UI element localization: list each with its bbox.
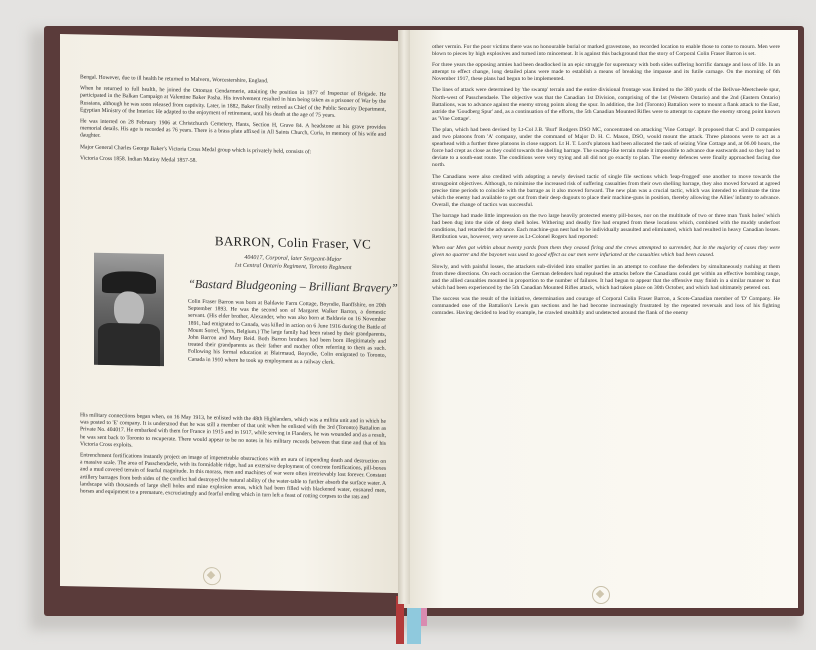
paragraph: The barrage had made little impression on the two large heavily protected enemy pill-boxes, nor on the multitude of two or three man 'funk holes' which had been dug into the side of deep shell holes. Withering and deadly fire had erupted from these locations which, combined with the muddy underfoot conditions, had retarded the advance. Each machine-gun nest had to be individually assaulted and eliminated, which had resulted in heavy Canadian losses. Retribution was, however, very severe as Lt-Colonel Rogers had reported: — [432, 212, 780, 241]
paragraph: other vermin. For the poor victims there was no honourable burial or marked gravestone, no recorded location to enable those to come to mourn. Men were blown to pieces by high explosives and turned into mincemeat. It is against this background that the story of Corporal Colin Fraser Barron is set. — [432, 44, 780, 58]
bio-intro — [188, 299, 386, 372]
left-page — [60, 34, 406, 593]
page-number-emblem-icon — [203, 567, 221, 585]
book-gutter — [398, 30, 410, 604]
page-number-emblem-icon — [592, 586, 610, 604]
paragraph: The success was the result of the initiative, determination and courage of Corporal Colin Fraser Barron, a Scots-Canadian member of 'D' Company. He commanded one of the Battalion's Lewis gun sections and he had become increasingly frustrated by the repeated reversals and loss of his fighting comrades. Having decided to lead by example, he crawled stealthily and undetected around the flank of the enemy — [432, 295, 780, 317]
paragraph: The Canadians were also credited with adopting a newly devised tactic of single file sections which 'leap-frogged' one another to move towards the strongpoint objectives. Although, to minimise the increased risk of suffering casualties from their own shelling barrage, they also moved forward at agreed precise time periods to coincide with the barrage as it also moved forward. The new plan was a crucial tactic, which was intended to eliminate the time which the enemy had available to get out from their deep dugouts to place their machine-guns in position, thereby allowing the Allies' infantry to advance. Overall, the change of tactics was successful. — [432, 173, 780, 208]
paragraph: For three years the opposing armies had been deadlocked in an epic struggle for supremacy with both sides suffering horrific damage and loss of life. In an attempt to effect change, long detailed plans were made to establish a means of breaking the impasse and its futile carnage. On the morning of 6th November 1917, these plans had begun to be implemented. — [432, 62, 780, 83]
paragraph: Bengal. However, due to ill health he returned to Malvern, Worcestershire, England. — [80, 74, 269, 85]
chapter-title: BARRON, Colin Fraser, VC — [214, 233, 372, 252]
chapter-quote: “Bastard Bludgeoning – Brilliant Bravery” — [188, 276, 398, 296]
paragraph: Major General Charles George Baker's Victoria Cross Medal group which is privately held, consists of: — [80, 144, 312, 155]
rank-line-2: 1st Central Ontario Regiment, Toronto Regiment — [234, 262, 352, 272]
portrait-photo — [94, 253, 164, 366]
paragraph: Slowly, and with painful losses, the attackers sub-divided into smaller parties in an attempt to confuse the defenders by simultaneously rushing at them from three directions. On each occasion the German defenders had repulsed the attacks before the Canadians could get within an effective bombing range, and the allied casualties mounted in proportion to the number of failures. It had begun to appear that the offensive may finish in a similar manner to that which had been experienced by the 5th Canadian Mounted Rifles attack, which had taken place on 30th October, and which had ultimately petered out. — [432, 263, 780, 291]
paragraph: The lines of attack were determined by 'the swamp' terrain and the entire divisional frontage was limited to the 380 yards of the Bellvue-Meetcheele spur, North-west of Passchendaele. The objective was that the Canadian 1st Division, comprising of the 1st (Western Ontario) and the 2nd (Eastern Ontario) Battalions, was to advance against the enemy strong points along the spur. In addition, the 3rd (Toronto) Battalion were to mount a flank attack to the East, astride the 'Goudberg Spur' and, as a continuation of the efforts, the 5th Canadian Mounted Rifles were to attempt to capture the enemy strong point known as 'Vine Cottage'. — [432, 87, 780, 122]
rank-line-1: 404017, Corporal, later Sergeant-Major — [244, 254, 342, 263]
chapter-heading — [188, 233, 398, 295]
portrait-uniform — [98, 323, 160, 366]
left-page-body — [80, 412, 386, 506]
block-quote: When our Men got within about twenty yards from them they ceased firing and the crews attempted to surrender, but in the majority of cases they were given no quarter and the bayonet was used to good effect as our men were infuriated at the casualties which had been caused. — [432, 245, 780, 259]
paragraph: Entrenchment fortifications instantly project an image of impenetrable obstructions with an aura of impending death and destruction on a massive scale. The area of Passchendaele, with its formidable ridge, had an extensive deployment of concrete fortifications, pill-boxes and a mud covered terrain of fearful magnitude. In this morass, men and machines of war were often irretrievably lost forever. Constant artillery barrages from both sides of the conflict had destroyed the natural ability of the water-table to further absorb the surface water. A landscape with thousands of large shell holes and mine explosion areas, which had been filled with blackened water, ensnared men, horses and equipment to a premature, excruciatingly and fearful ending which in turn left a feast of rotting corpses to the rats and — [80, 452, 386, 501]
paragraph: His military connections began when, on 16 May 1913, he enlisted with the 48th Highlanders, which was a militia unit and in which he was posted to 'E' company. It is understood that he was still a member of that unit when he enlisted with the 3rd (Toronto) Battalion as Private No. 404017. He embarked with them for France in 1915 and in 1917, while serving in Flanders, he was wounded and as a result, he was sent back to Toronto to recuperate. There would appear to be no notes in his military records between that time and that of his Victoria Cross exploits. — [80, 412, 386, 449]
paragraph: He was interred on 28 February 1906 at Christchurch Cemetery, Hants, Section H, Grave 84. A headstone at his grave provides memorial details. His age is recorded as 76 years. There is a brass plate affixed in All Saints Church, Curia, in memory of his wife and daughter. — [80, 118, 386, 140]
paragraph: The plan, which had been devised by Lt-Col J.B. 'Burf' Rodgers DSO MC, concentrated on attacking 'Vine Cottage'. It proposed that C and D companies and two platoons from 'A' company, under the command of Major D. H. C. Mason, DSO, would mount the attack. Three platoons were to act as a spearhead with a further three platoons in close support. Lt H. T. Lord's platoon had been allocated the task of seizing Vine Cottage and, at 06.00 hours, the force had crept as close as they could towards the shelling barrage. The swamp-like terrain made it impossible to advance due eastwards and so they had to deviate to a south-east route. The conditions were very trying and all did not go exactly to plan. The enemy defences were finally approached facing due north. — [432, 126, 780, 169]
right-page — [404, 30, 798, 608]
paragraph: Victoria Cross 1858. Indian Mutiny Medal 1857-58. — [80, 155, 197, 164]
left-page-top-text — [80, 74, 386, 172]
paragraph: When he returned to full health, he joined the Ottoman Gendarmerie, attaining the position in 1877 of Inspector of Brigade. He participated in the Balkan Campaign at Valentine Baker Pasha. His involvement resulted in him being taken as a prisoner of War by the Russians, although he was soon released from captivity. Later, in 1882, Baker finally retired as Chief of the Public Security Department, Egyptian Ministry of the Interior. He adapted to the enjoyment of retirement, until his death at the age of 75 years. — [80, 85, 386, 119]
right-page-body — [432, 44, 780, 321]
paragraph: Colin Fraser Barron was born at Baldavie Farm Cottage, Boyndie, Banffshire, on 20th September 1893. He was the second son of Margaret Walker Barron, a domestic servant. (His elder brother, Alexander, who was also born at Baldavie on 16 November 1891, had emigrated to Canada, was killed in action on 6 June 1916 during the Battle of Mount Sorrel, Ypres, Belgium.) The large family had been raised by their grandparents, John Barron and Mary Reid. Both Barron brothers had been born illegitimately and treated their grandparents as their father and mother often referring to them as such. Following his formal education at Blairmaud, Boyndie, Colin emigrated to Toronto, Canada in 1910 where he took up employment as a railway clerk. — [188, 298, 386, 366]
